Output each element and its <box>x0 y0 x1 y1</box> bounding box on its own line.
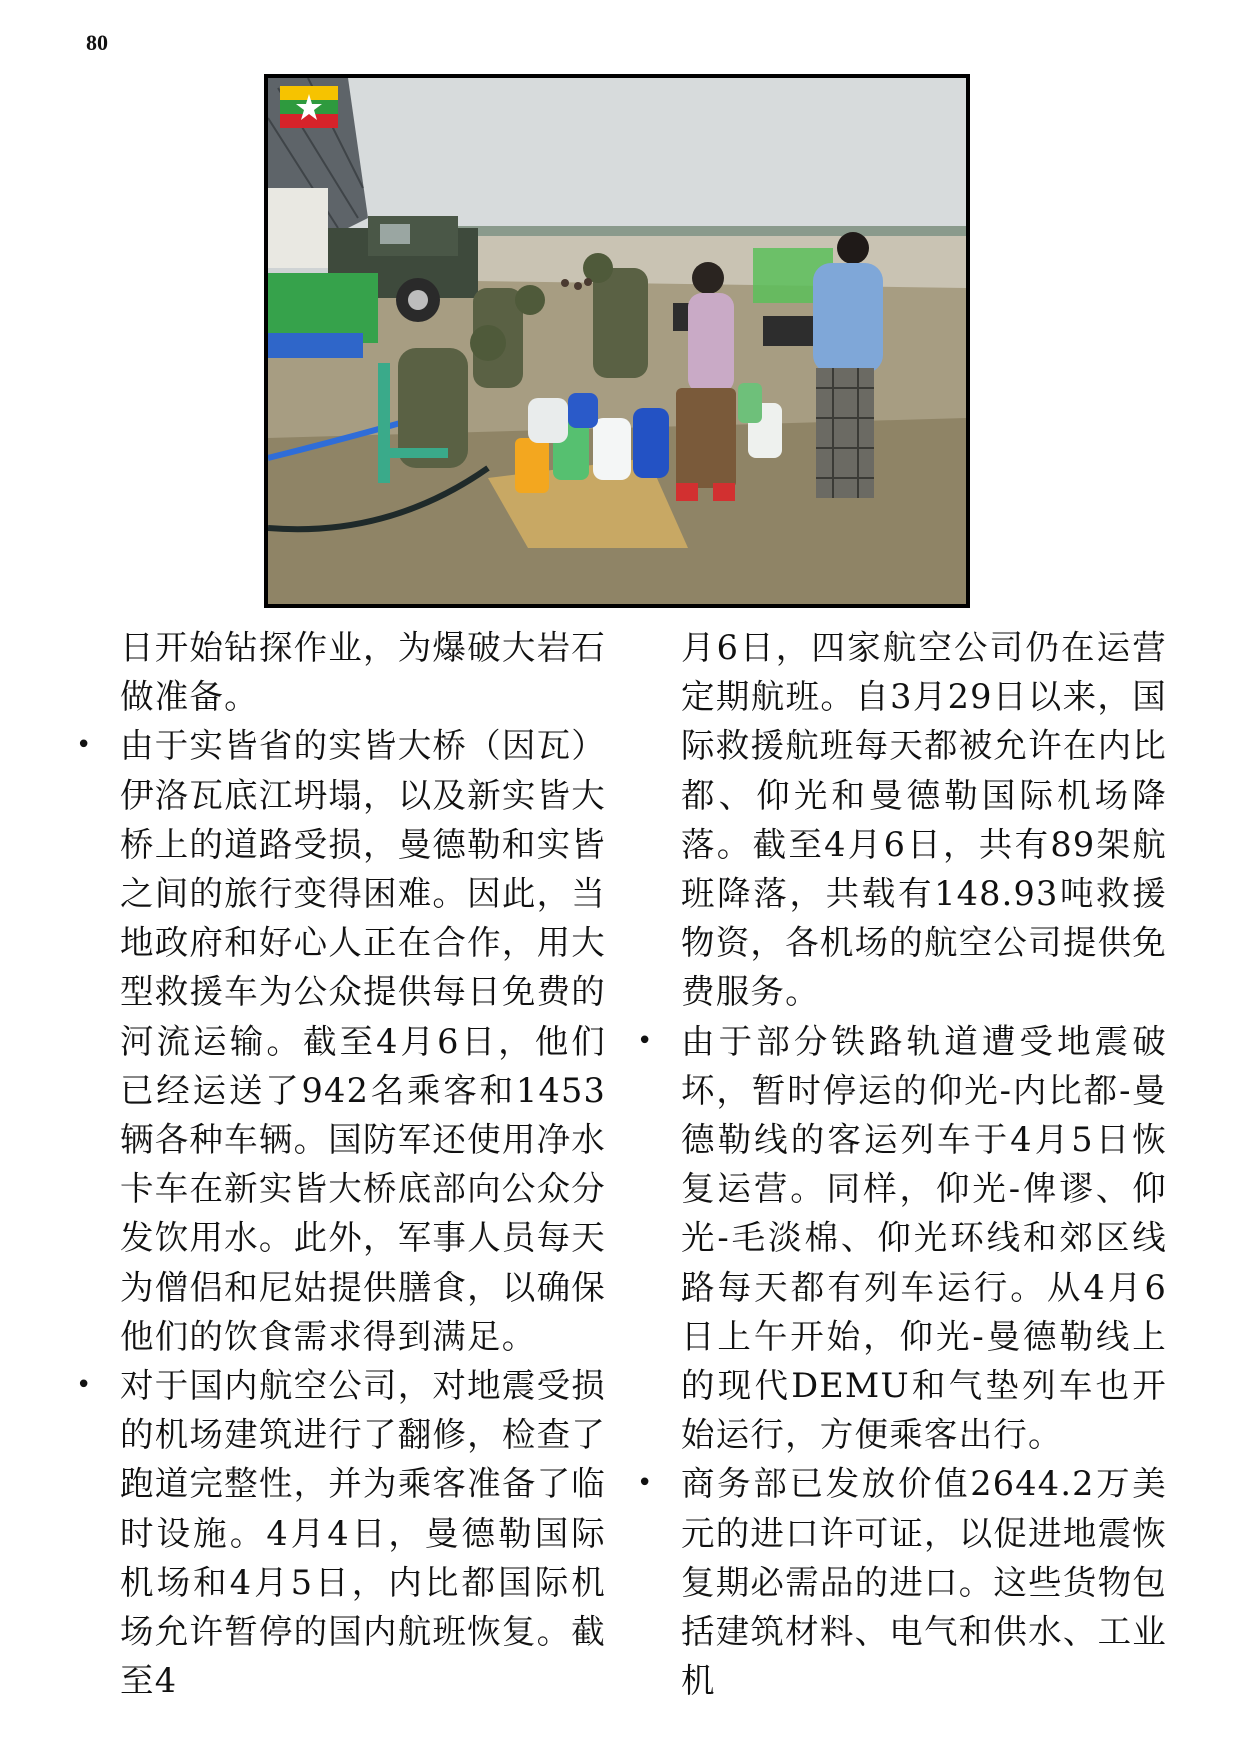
myanmar-flag-icon <box>280 86 338 128</box>
left-column <box>76 623 606 1705</box>
list-item-text: 对于国内航空公司，对地震受损的机场建筑进行了翻修，检查了跑道完整性，并为乘客准备了临时设施。4月4日，曼德勒国际机场和4月5日，内比都国际机场允许暂停的国内航班恢复。截至4 <box>120 1366 606 1701</box>
right-continuation-paragraph: 月6日，四家航空公司仍在运营定期航班。自3月29日以来，国际救援航班每天都被允许在内比都、仰光和曼德勒国际机场降落。截至4月6日，共有89架航班降落，共载有148.93吨救援物资，各机场的航空公司提供免费服务。 <box>681 628 1167 1012</box>
list-item <box>637 1017 1167 1460</box>
bullet-icon: • <box>637 1468 654 1499</box>
left-continuation-paragraph: 日开始钻探作业，为爆破大岩石做准备。 <box>120 628 606 717</box>
bullet-icon: • <box>76 1370 93 1401</box>
right-column <box>637 623 1167 1705</box>
list-item-text: 商务部已发放价值2644.2万美元的进口许可证，以促进地震恢复期必需品的进口。这些货物包括建筑材料、电气和供水、工业机 <box>681 1464 1167 1701</box>
bullet-icon: • <box>637 1025 654 1056</box>
list-item <box>76 721 606 1361</box>
page-number: 80 <box>86 30 108 55</box>
list-item-text: 由于部分铁路轨道遭受地震破坏，暂时停运的仰光-内比都-曼德勒线的客运列车于4月5日恢复运营。同样，仰光-俾谬、仰光-毛淡棉、仰光环线和郊区线路每天都有列车运行。从4月6日上午开始，仰光-曼德勒线上的现代DEMU和气垫列车也开始运行，方便乘客出行。 <box>681 1021 1167 1455</box>
bullet-icon: • <box>76 730 93 761</box>
photo <box>264 74 970 608</box>
list-item-text: 由于实皆省的实皆大桥（因瓦）伊洛瓦底江坍塌，以及新实皆大桥上的道路受损，曼德勒和实皆之间的旅行变得困难。因此，当地政府和好心人正在合作，用大型救援车为公众提供每日免费的河流运输。截至4月6日，他们已经运送了942名乘客和1453辆各种车辆。国防军还使用净水卡车在新实皆大桥底部向公众分发饮用水。此外，军事人员每天为僧侣和尼姑提供膳食，以确保他们的饮食需求得到满足。 <box>120 726 606 1356</box>
list-item <box>76 1361 606 1705</box>
list-item <box>637 1459 1167 1705</box>
photo-illustration <box>268 78 966 604</box>
